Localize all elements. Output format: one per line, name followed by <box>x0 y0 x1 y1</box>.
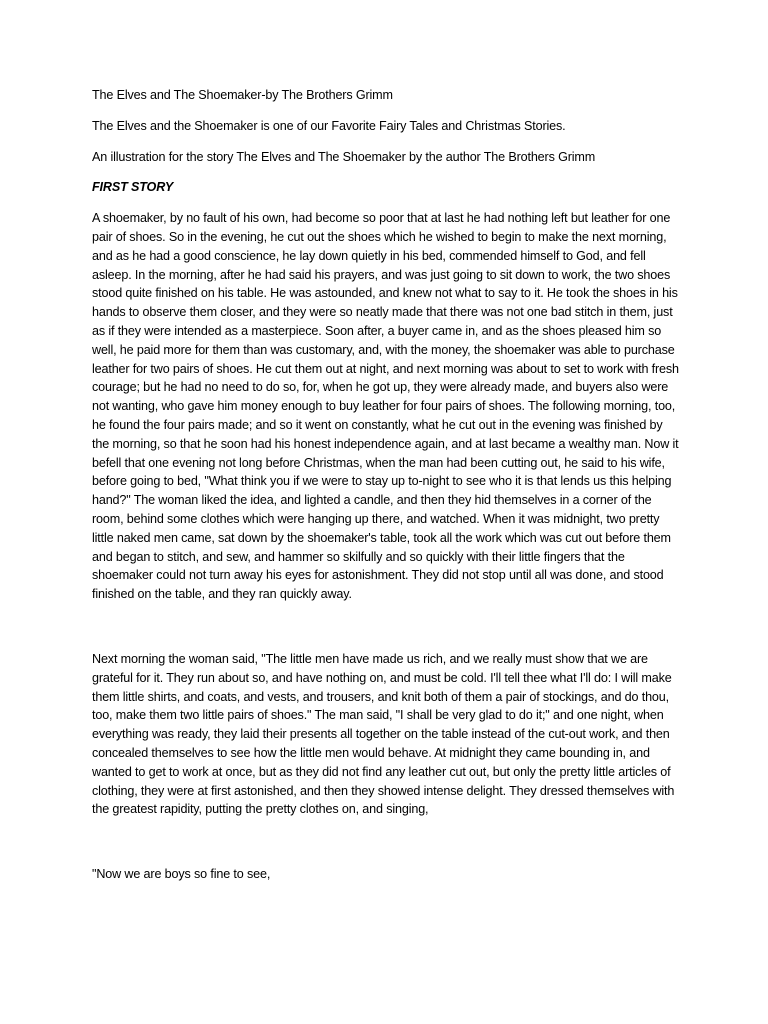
illustration-note: An illustration for the story The Elves and The Shoemaker by the author The Brothers Grimm <box>92 149 596 164</box>
intro-paragraph: The Elves and the Shoemaker is one of our Favorite Fairy Tales and Christmas Stories. <box>92 118 566 133</box>
verse-line: "Now we are boys so fine to see, <box>92 867 271 882</box>
section-heading: FIRST STORY <box>92 180 174 195</box>
story-paragraph-2: Next morning the woman said, "The little men have made us rich, and we really must show that we are grateful for it. They run about so, and have nothing on, and must be cold. I'll tell thee what I'll do: I will make them little shirts, and coats, and vests, and trousers, and knit both of them a pair of stockings, and do thou, too, make them two little pairs of shoes." The man said, "I shall be very glad to do it;" and one night, when everything was ready, they laid their presents all together on the table instead of the cut-out work, and then concealed themselves to see how the little men would behave. At midnight they came bounding in, and wanted to get to work at once, but as they did not find any leather cut out, but only the pretty little articles of clothing, they were at first astonished, and then they showed intense delight. They dressed themselves with the greatest rapidity, putting the pretty clothes on, and singing, <box>92 651 675 817</box>
document-page <box>92 86 682 884</box>
story-paragraph-1: A shoemaker, by no fault of his own, had become so poor that at last he had nothing left but leather for one pair of shoes. So in the evening, he cut out the shoes which he wished to begin to make the next morning, and as he had a good conscience, he lay down quietly in his bed, commended himself to God, and fell asleep. In the morning, after he had said his prayers, and was just going to sit down to work, the two shoes stood quite finished on his table. He was astounded, and knew not what to say to it. He took the shoes in his hands to observe them closer, and they were so neatly made that there was not one bad stitch in them, just as if they were intended as a masterpiece. Soon after, a buyer came in, and as the shoes pleased him so well, he paid more for them than was customary, and, with the money, the shoemaker was able to purchase leather for two pairs of shoes. He cut them out at night, and next morning was about to set to work with fresh courage; but he had no need to do so, for, when he got up, they were already made, and buyers also were not wanting, who gave him money enough to buy leather for four pairs of shoes. The following morning, too, he found the four pairs made; and so it went on constantly, what he cut out in the evening was finished by the morning, so that he soon had his honest independence again, and at last became a wealthy man. Now it befell that one evening not long before Christmas, when the man had been cutting out, he said to his wife, before going to bed, "What think you if we were to stay up to-night to see who it is that lends us this helping hand?" The woman liked the idea, and lighted a candle, and then they hid themselves in a corner of the room, behind some clothes which were hanging up there, and watched. When it was midnight, two pretty little naked men came, sat down by the shoemaker's table, took all the work which was cut out before them and began to stitch, and sew, and hammer so skilfully and so quickly with their little fingers that the shoemaker could not turn away his eyes for astonishment. They did not stop until all was done, and stood finished on the table, and they ran quickly away. <box>92 211 679 602</box>
document-title: The Elves and The Shoemaker-by The Brothers Grimm <box>92 88 393 102</box>
